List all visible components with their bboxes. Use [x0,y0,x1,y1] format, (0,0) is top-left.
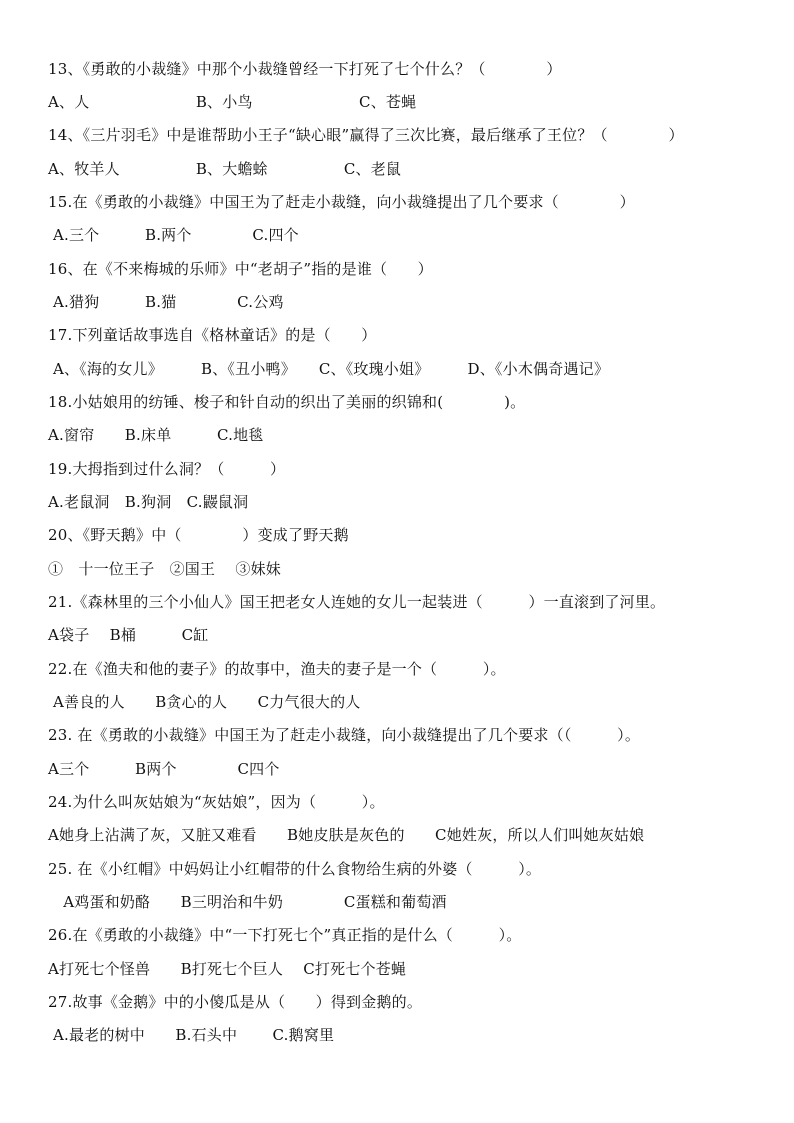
question-18-options: A.窗帘 B.床单 C.地毯 [48,426,264,444]
question-23-text: 23. 在《勇敢的小裁缝》中国王为了赶走小裁缝，向小裁缝提出了几个要求（（ ）。 [48,726,641,744]
question-20-text: 20、《野天鹅》中（ ）变成了野天鹅 [48,526,349,544]
question-22-options: A善良的人 B贪心的人 C力气很大的人 [48,693,361,711]
question-13-text: 13、《勇敢的小裁缝》中那个小裁缝曾经一下打死了七个什么？（ ） [48,60,562,78]
question-24-options: A她身上沾满了灰，又脏又难看 B她皮肤是灰色的 C她姓灰，所以人们叫她灰姑娘 [48,826,645,844]
question-22-text: 22.在《渔夫和他的妻子》的故事中，渔夫的妻子是一个（ ）。 [48,660,506,678]
question-23-options: A三个 B两个 C四个 [48,760,280,778]
question-19-text: 19.大拇指到过什么洞？（ ） [48,460,286,478]
question-16-options: A.猎狗 B.猫 C.公鸡 [48,293,284,311]
question-17-options: A、《海的女儿》 B、《丑小鸭》 C、《玫瑰小姐》 D、《小木偶奇遇记》 [48,360,610,378]
question-15-options: A.三个 B.两个 C.四个 [48,226,299,244]
question-19-options: A.老鼠洞 B.狗洞 C.鼹鼠洞 [48,493,249,511]
question-20-options: ① 十一位王子 ②国王 ③妹妹 [48,560,281,578]
question-17-text: 17.下列童话故事选自《格林童话》的是（ ） [48,326,377,344]
question-26-options: A打死七个怪兽 B打死七个巨人 C打死七个苍蝇 [48,960,407,978]
question-14-options: A、牧羊人 B、大蟾蜍 C、老鼠 [48,160,402,178]
question-27-options: A.最老的树中 B.石头中 C.鹅窝里 [48,1026,335,1044]
question-26-text: 26.在《勇敢的小裁缝》中“一下打死七个”真正指的是什么（ ）。 [48,926,522,944]
question-13-options: A、人 B、小鸟 C、苍蝇 [48,93,417,111]
question-15-text: 15.在《勇敢的小裁缝》中国王为了赶走小裁缝，向小裁缝提出了几个要求（ ） [48,193,635,211]
question-16-text: 16、在《不来梅城的乐师》中“老胡子”指的是谁（ ） [48,260,433,278]
question-21-text: 21.《森林里的三个小仙人》国王把老女人连她的女儿一起装进（ ）一直滚到了河里。 [48,593,666,611]
question-24-text: 24.为什么叫灰姑娘为“灰姑娘”，因为（ ）。 [48,793,385,811]
question-18-text: 18.小姑娘用的纺锤、梭子和针自动的织出了美丽的织锦和( )。 [48,393,526,411]
question-21-options: A袋子 B桶 C缸 [48,626,209,644]
question-25-text: 25. 在《小红帽》中妈妈让小红帽带的什么食物给生病的外婆（ ）。 [48,860,542,878]
question-27-text: 27.故事《金鹅》中的小傻瓜是从（ ）得到金鹅的。 [48,993,423,1011]
question-25-options: A鸡蛋和奶酪 B三明治和牛奶 C蛋糕和葡萄酒 [48,893,447,911]
question-14-text: 14、《三片羽毛》中是谁帮助小王子“缺心眼”赢得了三次比赛，最后继承了王位？（ ） [48,126,684,144]
